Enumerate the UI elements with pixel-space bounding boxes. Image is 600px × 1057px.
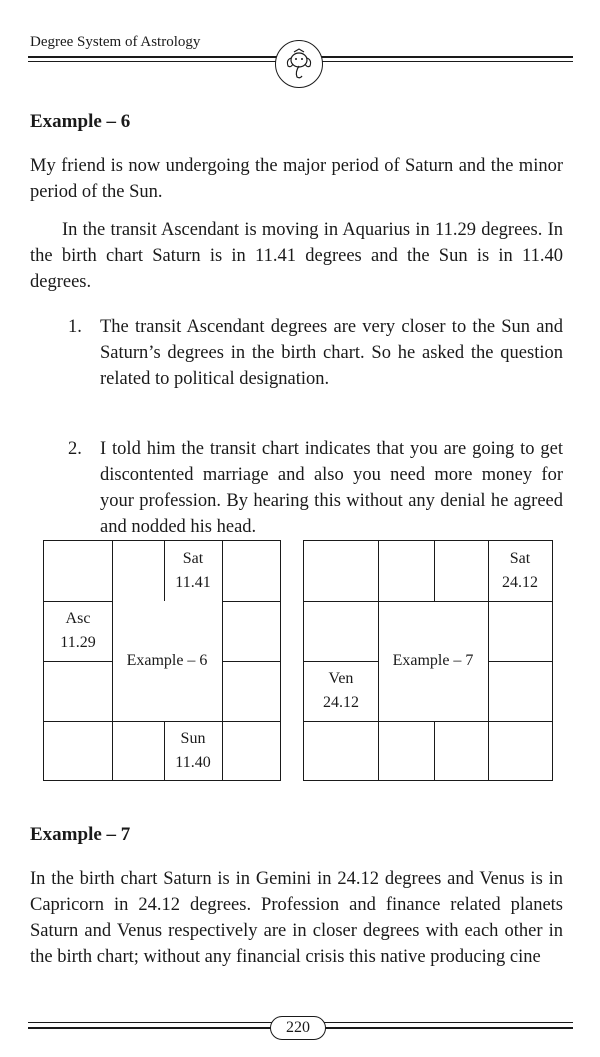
planet-name: Sun [180,730,206,747]
example-6-paragraph-2: In the transit Ascendant is moving in Aquarius in 11.29 degrees. In the birth chart Saturn is in 11.41 degrees and the Sun is in 11.40 degrees. [30,220,563,292]
grid-line [304,661,378,662]
list-item-text: I told him the transit chart indicates that you are going to get discontented marriage and also you need more money for your profession. By hearing this without any denial he agreed and nodded his head. [100,439,563,537]
grid-line [304,601,552,602]
cell-sat [164,547,222,595]
example-7-paragraph-1: In the birth chart Saturn is in Gemini in 24.12 degrees and Venus is in Capricorn in 24.12 degrees. Profession and finance related planets Saturn and Venus respectively are in closer degrees with each other in the birth chart; without any financial crisis this native producing cine [30,869,563,967]
grid-line [222,661,280,662]
chart-center-text: Example – 6 [126,652,208,669]
planet-degree: 11.41 [175,574,211,591]
grid-line [222,541,223,780]
grid-line [434,541,435,601]
planet-degree: 11.40 [175,754,211,771]
chart-example-6 [43,540,281,781]
chart-center-text: Example – 7 [392,652,474,669]
running-header: Degree System of Astrology [30,34,201,50]
grid-line [434,721,435,780]
planet-name: Sat [509,550,531,567]
chart-example-7 [303,540,553,781]
chart-center-label [112,649,222,673]
cell-ven [304,667,378,715]
grid-line [44,601,112,602]
grid-line [44,721,280,722]
example-6-heading: Example – 6 [30,111,131,132]
planet-name: Ven [328,670,354,687]
list-item-number: 2. [68,439,82,459]
planet-degree: 11.29 [60,634,96,651]
planet-name: Asc [65,610,91,627]
chart-center-label [378,649,488,673]
page-number: 220 [270,1016,326,1040]
planet-name: Sat [182,550,204,567]
grid-line [44,661,112,662]
grid-line [304,721,552,722]
grid-line [488,661,552,662]
planet-degree: 24.12 [502,574,538,591]
example-7-heading: Example – 7 [30,824,131,845]
list-item-text: The transit Ascendant degrees are very closer to the Sun and Saturn’s degrees in the birth chart. So he asked the question related to political designation. [100,317,563,389]
example-6-paragraph-1: My friend is now undergoing the major period of Saturn and the minor period of the Sun. [30,156,563,202]
cell-sun [164,727,222,775]
ganesha-emblem-icon [275,40,323,88]
list-item-number: 1. [68,317,82,337]
list-item [68,314,563,392]
list-item [68,436,563,540]
cell-asc [44,607,112,655]
grid-line [222,601,280,602]
planet-degree: 24.12 [323,694,359,711]
cell-sat [488,547,552,595]
